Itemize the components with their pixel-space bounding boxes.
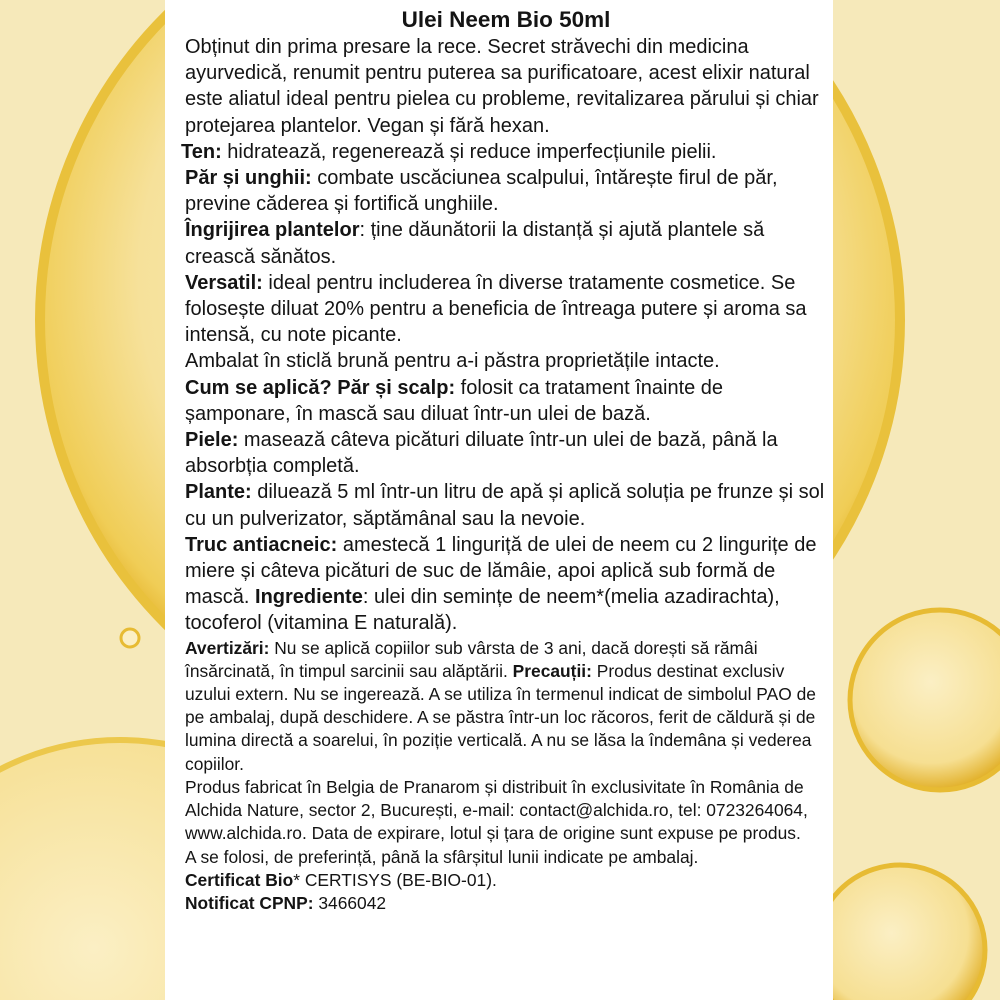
precautions-label: Precauții: xyxy=(512,660,592,681)
ten-text: hidratează, regenerează și reduce imperfecțiunile pielii. xyxy=(221,140,717,163)
plants-text: diluează 5 ml într-un litru de apă și aplică soluția pe frunze și sol cu un pulverizator, săptămânal sau la nevoie. xyxy=(185,481,825,530)
precautions-text: Produs destinat exclusiv uzului extern. Nu se ingerează. A se utiliza în termenul indicat de simbolul PAO de pe ambalaj, după deschidere. A se păstra într-un loc răcoros, ferit de căldură și de lumina directă a soarelui, în poziție verticală. A nu se lăsa la îndemâna și vederea copiilor. xyxy=(185,660,816,774)
warnings-label: Avertizări: xyxy=(185,637,270,658)
versatil-label: Versatil: xyxy=(185,271,263,294)
acne-trick-paragraph xyxy=(185,532,827,637)
certificate-paragraph xyxy=(185,869,827,892)
par-label: Păr și unghii: xyxy=(185,167,312,190)
ambalat-paragraph xyxy=(185,348,827,374)
how-to-apply-paragraph xyxy=(185,375,827,427)
cpnp-label: Notificat CPNP: xyxy=(185,892,314,913)
ten-paragraph xyxy=(181,139,827,165)
skin-paragraph xyxy=(185,427,827,479)
manufacturer-paragraph xyxy=(185,776,827,846)
manufacturer-text: Produs fabricat în Belgia de Pranarom și distribuit în exclusivitate în România de Alchida Nature, sector 2, București, e-mail: contact@alchida.ro, tel: 0723264064, www.alchida.ro. Data de expirare, lotul și țara de origine sunt expuse pe produs. xyxy=(185,776,808,844)
acne-trick-text: amestecă 1 linguriță de ulei de neem cu 2 lingurițe de miere și câteva picături de suc de lămâie, apoi aplică sub formă de mască. xyxy=(185,533,817,609)
skin-text: masează câteva picături diluate într-un ulei de bază, până la absorbția completă. xyxy=(185,429,778,478)
intro-paragraph xyxy=(185,34,827,139)
par-paragraph xyxy=(185,165,827,217)
cpnp-text: 3466042 xyxy=(313,892,387,913)
ingredients-label: Ingrediente xyxy=(255,586,363,609)
how-to-apply-label: Cum se aplică? Păr și scalp: xyxy=(185,376,456,399)
right-oil-bubble xyxy=(850,610,1000,790)
product-title: Ulei Neem Bio 50ml xyxy=(401,7,611,32)
cpnp-paragraph xyxy=(185,892,827,915)
plant-care-paragraph xyxy=(185,217,827,269)
acne-trick-label: Truc antiacneic: xyxy=(185,533,338,556)
plant-care-text: : ține dăunătorii la distanță și ajută plantele să crească sănătos. xyxy=(185,219,765,268)
product-label xyxy=(165,0,833,1000)
warnings-paragraph xyxy=(185,637,827,776)
certificate-text: * CERTISYS (BE-BIO-01). xyxy=(293,869,497,890)
plants-paragraph xyxy=(185,479,827,531)
plant-care-label: Îngrijirea plantelor xyxy=(185,219,360,242)
ingredients-text: : ulei din semințe de neem*(melia azadirachta), tocoferol (vitamina E naturală). xyxy=(185,586,780,635)
certificate-label: Certificat Bio xyxy=(185,869,294,890)
use-by-text: A se folosi, de preferință, până la sfârșitul lunii indicate pe ambalaj. xyxy=(185,846,699,867)
use-by-paragraph xyxy=(185,846,827,869)
versatil-text: ideal pentru includerea în diverse tratamente cosmetice. Se folosește diluat 20% pentru a beneficia de întreaga putere și aroma sa intensă, cu note picante. xyxy=(185,271,807,347)
plants-label: Plante: xyxy=(185,481,252,504)
tiny-oil-droplet xyxy=(121,629,139,647)
versatil-paragraph xyxy=(185,270,827,349)
warnings-text: Nu se aplică copiilor sub vârsta de 3 ani, dacă dorești să rămâi însărcinată, în timpul sarcinii sau alăptării. xyxy=(185,637,758,681)
par-text: combate uscăciunea scalpului, întărește firul de păr, previne căderea și fortifică unghiile. xyxy=(185,167,778,216)
skin-label: Piele: xyxy=(185,429,239,452)
ambalat-text: Ambalat în sticlă brună pentru a-i păstra proprietățile intacte. xyxy=(185,350,720,373)
ten-label: Ten: xyxy=(181,140,222,163)
intro-text: Obținut din prima presare la rece. Secret străvechi din medicina ayurvedică, renumit pentru puterea sa purificatoare, acest elixir natural este aliatul ideal pentru pielea cu probleme, revitalizarea părului și chiar protejarea plantelor. Vegan și fără hexan. xyxy=(185,36,819,137)
how-to-apply-text: folosit ca tratament înainte de șamponare, în mască sau diluat într-un ulei de bază. xyxy=(185,376,724,425)
